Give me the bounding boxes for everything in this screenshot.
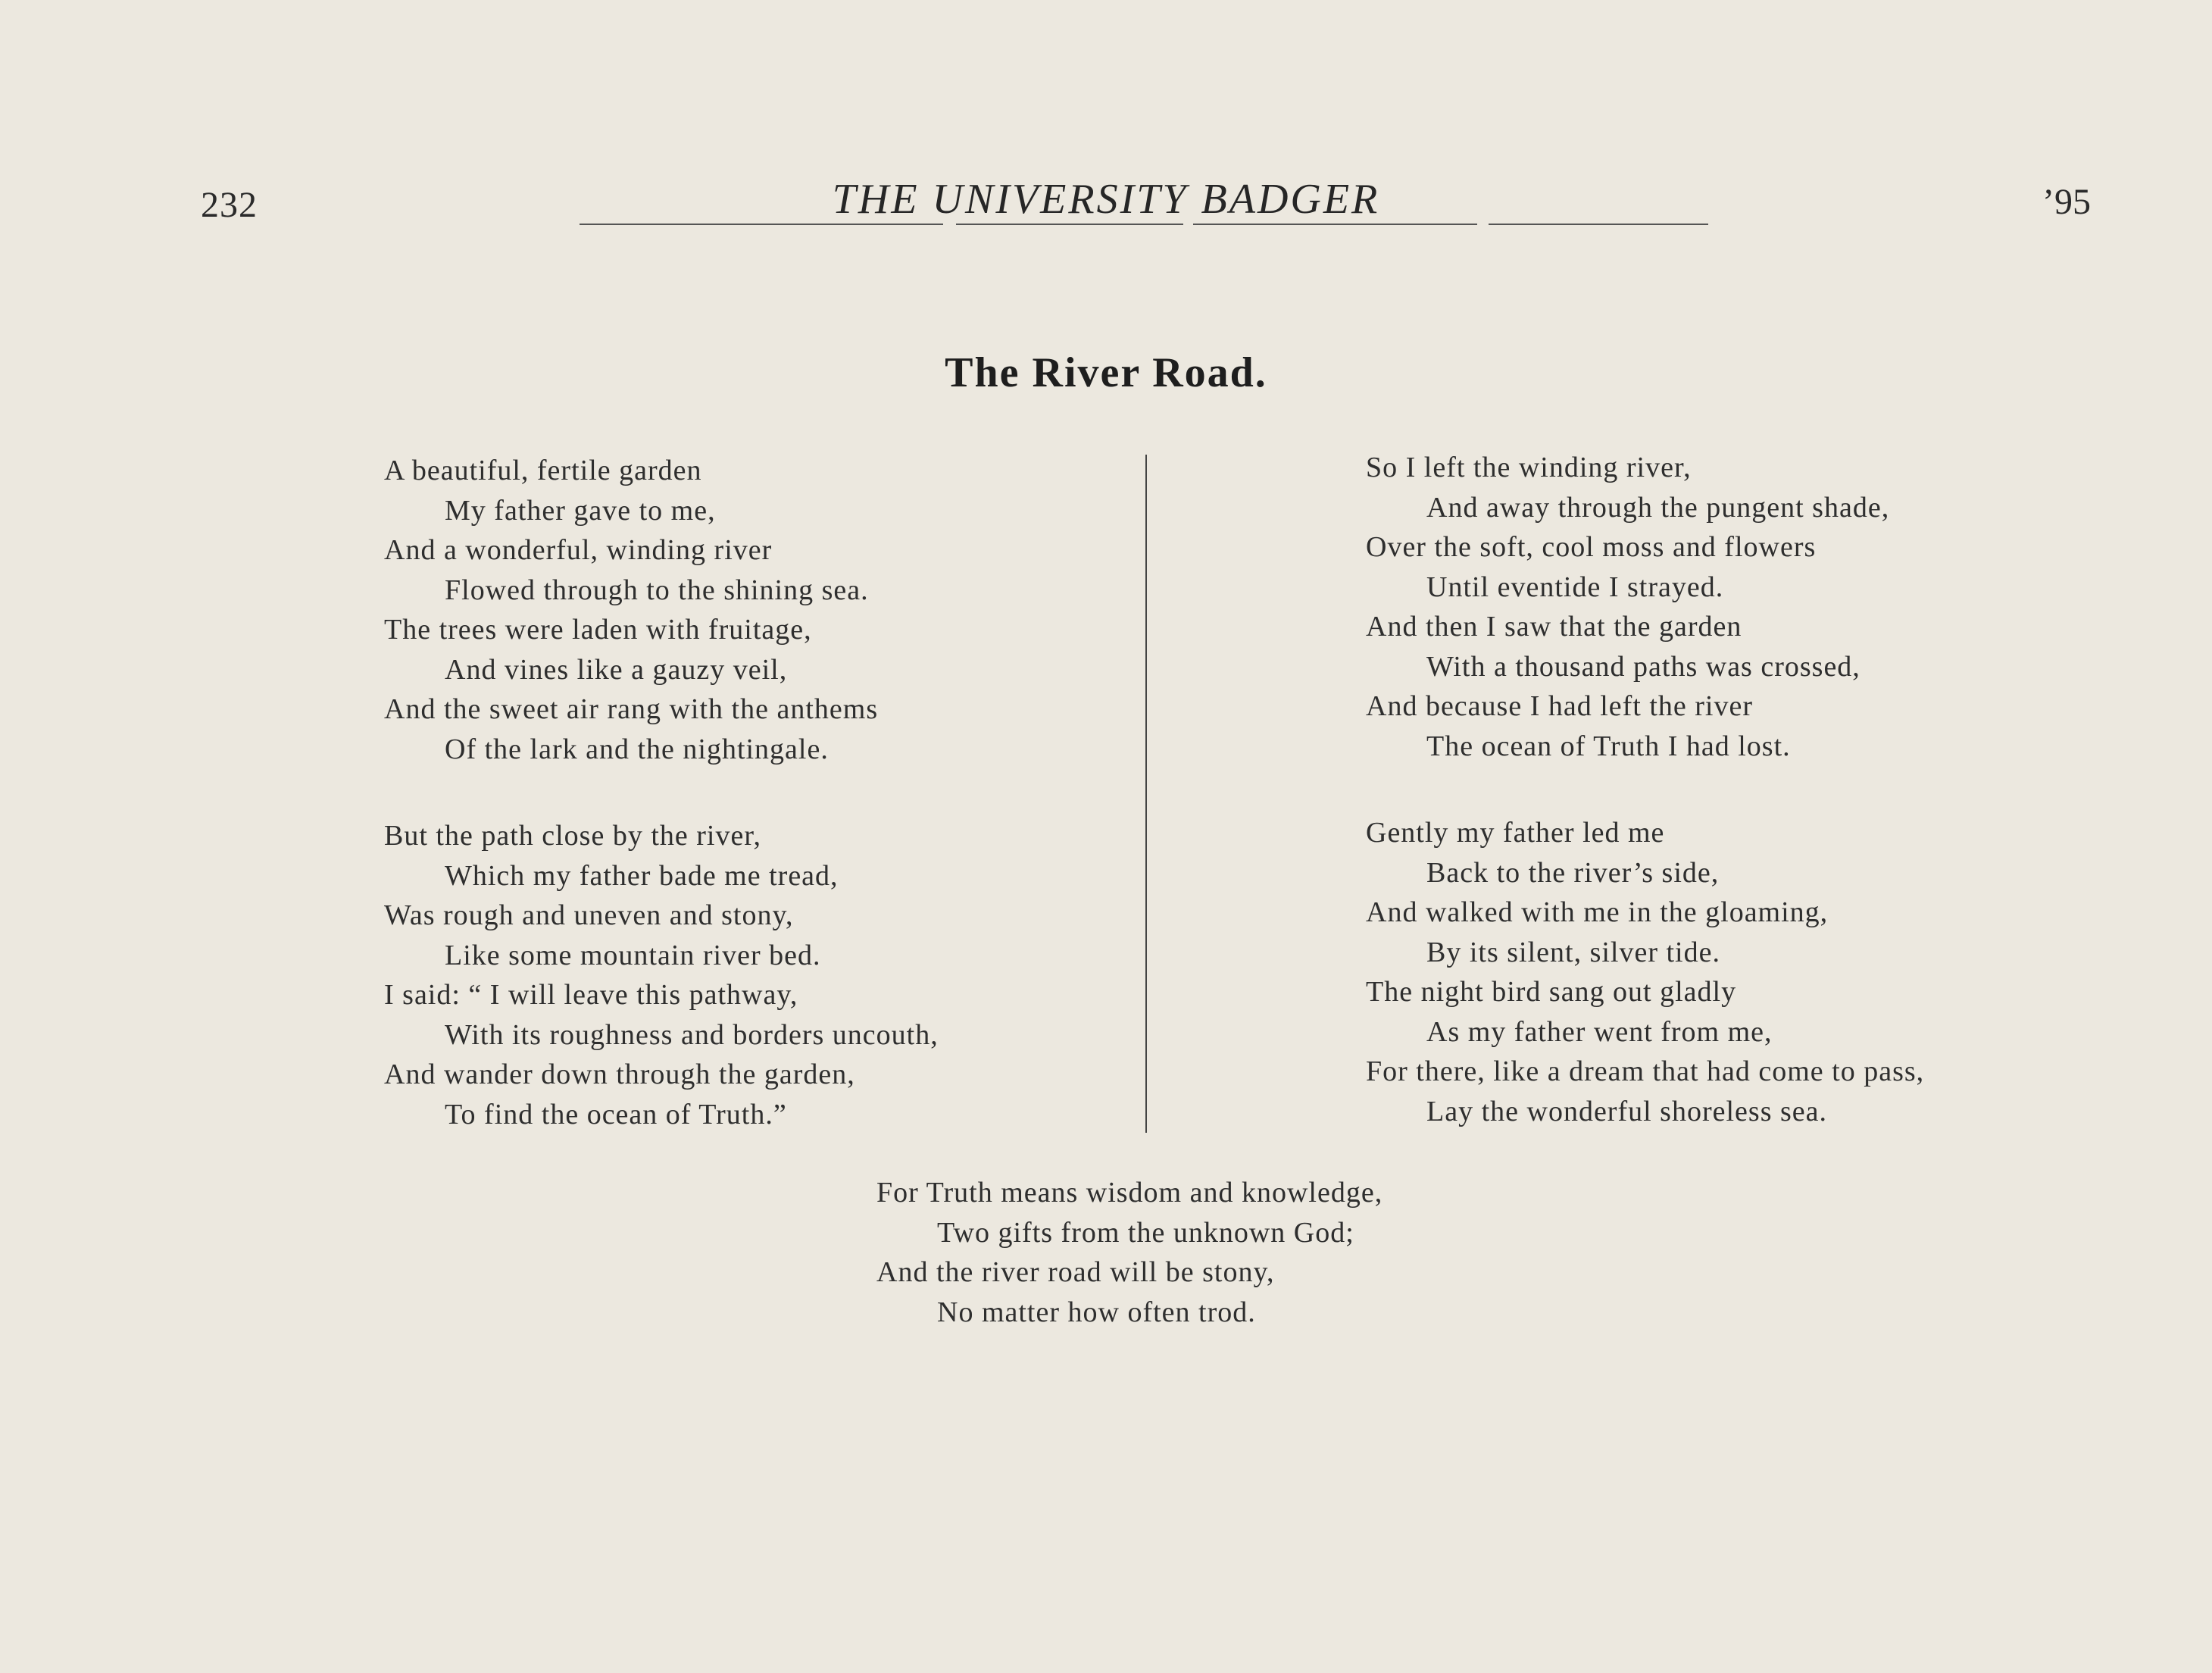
poem-line: I said: “ I will leave this pathway, [384, 979, 798, 1011]
poem-line: Lay the wonderful shoreless sea. [1426, 1095, 1828, 1127]
stanza [384, 816, 1066, 1134]
year-label: ’95 [2042, 182, 2091, 222]
header-rule-segment [956, 224, 1183, 225]
poem-line: For there, like a dream that had come to pass, [1366, 1055, 1925, 1087]
poem-line: So I left the winding river, [1366, 452, 1692, 483]
poem-line: Gently my father led me [1366, 817, 1665, 849]
page-number: 232 [201, 185, 258, 225]
poem-line: To find the ocean of Truth.” [445, 1098, 787, 1130]
poem-left-column [384, 451, 1066, 1134]
poem-line: And then I saw that the garden [1366, 611, 1742, 643]
poem-line: Flowed through to the shining sea. [445, 574, 869, 606]
poem-line: And the sweet air rang with the anthems [384, 693, 879, 725]
running-head [0, 170, 2212, 231]
header-rule-segment [1489, 224, 1708, 225]
poem-line: And walked with me in the gloaming, [1366, 896, 1829, 928]
poem-line: My father gave to me, [445, 494, 716, 527]
poem-line: No matter how often trod. [937, 1296, 1256, 1328]
journal-title: THE UNIVERSITY BADGER [832, 176, 1380, 223]
poem-line: A beautiful, fertile garden [384, 455, 702, 486]
stanza [876, 1173, 1558, 1332]
poem-line: And away through the pungent shade, [1426, 491, 1890, 524]
stanza [1366, 813, 2048, 1131]
poem-line: With its roughness and borders uncouth, [445, 1018, 939, 1051]
poem-line: Which my father bade me tread, [445, 859, 839, 892]
poem-line: Back to the river’s side, [1426, 856, 1720, 889]
column-divider [1145, 455, 1147, 1133]
poem-line: The night bird sang out gladly [1366, 976, 1737, 1008]
poem-line: And the river road will be stony, [876, 1256, 1275, 1288]
poem-line: And because I had left the river [1366, 690, 1754, 722]
poem-closing-stanza [876, 1173, 1558, 1332]
poem-line: As my father went from me, [1426, 1015, 1773, 1048]
poem-line: With a thousand paths was crossed, [1426, 650, 1861, 683]
poem-line: Two gifts from the unknown God; [937, 1216, 1354, 1249]
poem-line: Like some mountain river bed. [445, 939, 821, 971]
stanza [384, 451, 1066, 769]
poem-line: Until eventide I strayed. [1426, 571, 1724, 603]
poem-line: Over the soft, cool moss and flowers [1366, 531, 1817, 563]
poem-line: The ocean of Truth I had lost. [1426, 730, 1791, 762]
poem-line: The trees were laden with fruitage, [384, 614, 812, 646]
header-rule-segment [1193, 224, 1477, 225]
poem-line: And a wonderful, winding river [384, 534, 773, 566]
poem-line: By its silent, silver tide. [1426, 936, 1720, 968]
poem-line: Of the lark and the nightingale. [445, 733, 829, 765]
poem-title: The River Road. [945, 349, 1267, 396]
poem-line: And vines like a gauzy veil, [445, 653, 788, 686]
header-rule-segment [580, 224, 943, 225]
poem-line: For Truth means wisdom and knowledge, [876, 1177, 1383, 1209]
poem-right-column [1366, 448, 2048, 1131]
poem-line: And wander down through the garden, [384, 1059, 855, 1090]
stanza [1366, 448, 2048, 766]
poem-line: Was rough and uneven and stony, [384, 899, 794, 931]
poem-line: But the path close by the river, [384, 820, 761, 852]
